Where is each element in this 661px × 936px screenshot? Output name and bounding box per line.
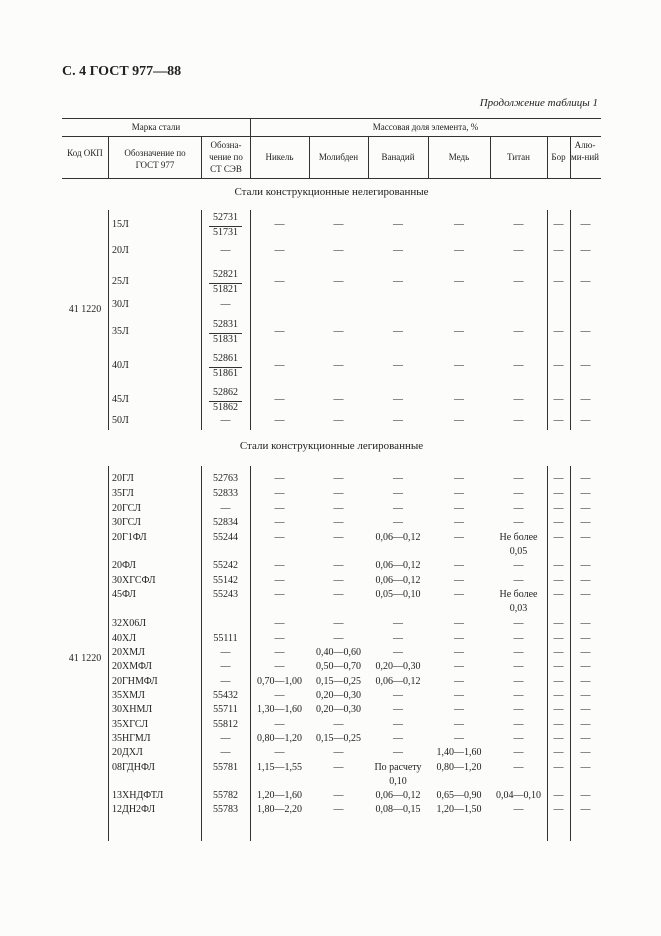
cell-b: — (553, 415, 564, 426)
cell-ti: — (513, 517, 524, 528)
cell-ti: — (513, 276, 524, 287)
cell-mo: — (333, 560, 344, 571)
cell-al: — (580, 647, 591, 658)
steel-grade: 25Л (112, 276, 129, 287)
cell-al: — (580, 618, 591, 629)
cell-mo: — (333, 589, 344, 600)
cell-v: — (393, 326, 403, 337)
header-molybden: Молибден (318, 152, 359, 162)
cell-v: — (393, 690, 403, 701)
cell-ni: 0,80—1,20 (257, 733, 302, 744)
cell-ni: 1,15—1,55 (257, 762, 302, 773)
cell-cu: — (454, 517, 464, 528)
section-title-nonalloy: Стали конструкционные нелегированные (234, 186, 429, 198)
cell-ni: — (274, 618, 285, 629)
cell-mo: — (333, 326, 344, 337)
cell-ti: — (513, 503, 524, 514)
page-header: С. 4 ГОСТ 977—88 (62, 64, 182, 79)
header-kod-okp: Код ОКП (67, 148, 103, 158)
cell-ni: — (274, 326, 285, 337)
steel-grade: 40ХЛ (112, 633, 137, 644)
cell-al: — (580, 360, 591, 371)
cell-ti: — (513, 415, 524, 426)
cell-ni: — (274, 245, 285, 256)
cell-ni: 1,20—1,60 (257, 790, 302, 801)
cell-ni: — (274, 747, 285, 758)
cell-b: — (553, 762, 564, 773)
steel-grade: 35Л (112, 326, 129, 337)
sev-designation: 55812 (213, 719, 238, 730)
cell-al: — (580, 690, 591, 701)
cell-v: 0,20—0,30 (375, 661, 421, 672)
cell-cu: — (454, 676, 464, 687)
cell-v: — (393, 719, 403, 730)
steel-grade: 15Л (112, 219, 129, 230)
cell-b: — (553, 245, 564, 256)
cell-v: — (393, 219, 403, 230)
cell-ti: — (513, 719, 524, 730)
sev-designation: 52821 (213, 269, 238, 280)
cell-v-continued: 0,10 (389, 776, 407, 787)
cell-mo: — (333, 276, 344, 287)
cell-al: — (580, 633, 591, 644)
cell-al: — (580, 532, 591, 543)
cell-ni: — (274, 517, 285, 528)
steel-grade: 20ХМФЛ (112, 661, 152, 672)
cell-ti: 0,04—0,10 (496, 790, 541, 801)
cell-v: — (393, 747, 403, 758)
sev-designation: 55782 (213, 790, 238, 801)
cell-ni: — (274, 473, 285, 484)
cell-ti: — (513, 690, 524, 701)
cell-ni: — (274, 575, 285, 586)
cell-cu: 1,40—1,60 (436, 747, 482, 758)
cell-v: — (393, 517, 403, 528)
cell-mo: — (333, 517, 344, 528)
cell-mo: 0,15—0,25 (316, 676, 361, 687)
cell-v: — (393, 733, 403, 744)
steel-grade: 30Л (112, 299, 129, 310)
cell-v: — (393, 633, 403, 644)
cell-ni: — (274, 661, 285, 672)
cell-al: — (580, 394, 591, 405)
cell-ni: — (274, 488, 285, 499)
header-titan: Титан (507, 152, 530, 162)
cell-al: — (580, 790, 591, 801)
cell-v: 0,05—0,10 (375, 589, 421, 600)
cell-mo: 0,20—0,30 (316, 704, 361, 715)
cell-ti: — (513, 661, 524, 672)
cell-v: 0,06—0,12 (375, 575, 421, 586)
cell-b: — (553, 517, 564, 528)
cell-cu: — (454, 219, 464, 230)
sev-designation: 52861 (213, 353, 238, 364)
cell-b: — (553, 633, 564, 644)
cell-mo: — (333, 219, 344, 230)
table-caption: Продолжение таблицы 1 (479, 97, 598, 109)
sev-designation-alt: 51862 (213, 402, 238, 413)
cell-al: — (580, 719, 591, 730)
steel-grade: 13ХНДФТЛ (112, 790, 164, 801)
sev-designation: 52831 (213, 319, 238, 330)
cell-al: — (580, 804, 591, 815)
sev-designation: 52834 (213, 517, 238, 528)
cell-v: — (393, 704, 403, 715)
cell-ni: — (274, 633, 285, 644)
cell-al: — (580, 575, 591, 586)
cell-b: — (553, 647, 564, 658)
header-nickel: Никель (265, 152, 294, 162)
cell-v: 0,06—0,12 (375, 532, 421, 543)
cell-cu: — (454, 690, 464, 701)
cell-ti: — (513, 326, 524, 337)
steel-grade: 20ГЛ (112, 473, 134, 484)
cell-cu: — (454, 719, 464, 730)
sev-designation: — (220, 733, 231, 744)
cell-cu: — (454, 394, 464, 405)
cell-b: — (553, 473, 564, 484)
cell-b: — (553, 360, 564, 371)
cell-ti: — (513, 676, 524, 687)
sev-designation: — (220, 661, 231, 672)
cell-al: — (580, 762, 591, 773)
cell-ti: — (513, 647, 524, 658)
sev-designation: 55711 (213, 704, 238, 715)
header-mass-group: Массовая доля элемента, % (372, 122, 479, 132)
cell-mo: 0,20—0,30 (316, 690, 361, 701)
table-top-rule (62, 118, 601, 119)
cell-b: — (553, 532, 564, 543)
header-med: Медь (448, 152, 470, 162)
cell-b: — (553, 575, 564, 586)
cell-cu: — (454, 575, 464, 586)
cell-ti-continued: 0,03 (509, 603, 528, 614)
sev-designation-alt: 51731 (213, 227, 238, 238)
cell-cu: — (454, 633, 464, 644)
cell-ti: — (513, 747, 524, 758)
cell-ti: — (513, 762, 524, 773)
steel-grade: 35ХГСЛ (112, 719, 149, 730)
cell-cu: — (454, 326, 464, 337)
cell-v: — (393, 415, 403, 426)
cell-cu: 0,65—0,90 (436, 790, 482, 801)
cell-mo: — (333, 633, 344, 644)
cell-mo: — (333, 532, 344, 543)
cell-b: — (553, 804, 564, 815)
cell-mo: — (333, 245, 344, 256)
cell-b: — (553, 790, 564, 801)
steel-grade: 20ГСЛ (112, 503, 141, 514)
cell-cu: — (454, 618, 464, 629)
cell-ni: — (274, 532, 285, 543)
cell-b: — (553, 704, 564, 715)
cell-ni: — (274, 690, 285, 701)
cell-al: — (580, 488, 591, 499)
cell-al: — (580, 747, 591, 758)
cell-ti: — (513, 804, 524, 815)
steel-grade: 20ХМЛ (112, 647, 145, 658)
cell-mo: — (333, 790, 344, 801)
cell-ti: Не более (499, 532, 538, 543)
cell-ni: 1,30—1,60 (257, 704, 302, 715)
cell-mo: — (333, 415, 344, 426)
cell-b: — (553, 618, 564, 629)
cell-b: — (553, 661, 564, 672)
cell-mo: — (333, 360, 344, 371)
steel-grade: 20Л (112, 245, 129, 256)
cell-ti: — (513, 488, 524, 499)
cell-mo: — (333, 488, 344, 499)
cell-cu: — (454, 532, 464, 543)
steel-grade: 20ДХЛ (112, 747, 143, 758)
cell-al: — (580, 661, 591, 672)
cell-al: — (580, 219, 591, 230)
cell-ni: — (274, 503, 285, 514)
cell-ni: — (274, 394, 285, 405)
cell-b: — (553, 326, 564, 337)
cell-b: — (553, 219, 564, 230)
cell-b: — (553, 719, 564, 730)
cell-al: — (580, 704, 591, 715)
cell-cu: — (454, 704, 464, 715)
cell-cu: — (454, 733, 464, 744)
steel-grade: 35ХМЛ (112, 690, 145, 701)
cell-ti: — (513, 245, 524, 256)
steel-grade: 45ФЛ (112, 589, 136, 600)
okp-code-section1: 41 1220 (68, 304, 102, 315)
cell-cu: — (454, 503, 464, 514)
cell-cu: 1,20—1,50 (436, 804, 482, 815)
cell-al: — (580, 415, 591, 426)
cell-al: — (580, 733, 591, 744)
cell-v: 0,08—0,15 (375, 804, 421, 815)
cell-al: — (580, 560, 591, 571)
sev-designation: — (220, 747, 231, 758)
cell-v: 0,06—0,12 (375, 560, 421, 571)
cell-ti: — (513, 704, 524, 715)
steel-grade: 35ГЛ (112, 488, 134, 499)
cell-al: — (580, 517, 591, 528)
cell-b: — (553, 276, 564, 287)
sev-designation: 52833 (213, 488, 238, 499)
steel-grade: 20ФЛ (112, 560, 136, 571)
cell-ti: — (513, 560, 524, 571)
sev-designation: — (220, 676, 231, 687)
cell-ti: — (513, 219, 524, 230)
steel-grade: 12ДН2ФЛ (112, 804, 155, 815)
cell-b: — (553, 560, 564, 571)
cell-mo: 0,50—0,70 (316, 661, 361, 672)
sev-designation-alt: 51861 (213, 368, 238, 379)
okp-code-section2: 41 1220 (68, 653, 102, 664)
cell-al: — (580, 473, 591, 484)
section-title-alloy: Стали конструкционные легированные (239, 440, 424, 452)
header-oboznachenie-sev: Обозна-чение по СТ СЭВ (209, 140, 243, 174)
sev-designation: 52731 (213, 212, 238, 223)
cell-v: — (393, 394, 403, 405)
cell-ti: — (513, 360, 524, 371)
cell-v: — (393, 488, 403, 499)
steel-grade: 20Г1ФЛ (112, 532, 147, 543)
steel-grade: 32Х06Л (112, 618, 147, 629)
cell-ni: — (274, 360, 285, 371)
cell-ni: 1,80—2,20 (257, 804, 302, 815)
sev-designation: 55781 (213, 762, 238, 773)
cell-ni: — (274, 219, 285, 230)
cell-al: — (580, 503, 591, 514)
cell-cu: — (454, 276, 464, 287)
cell-b: — (553, 503, 564, 514)
sev-designation: 55142 (213, 575, 238, 586)
cell-b: — (553, 589, 564, 600)
cell-ni: — (274, 560, 285, 571)
cell-v: — (393, 473, 403, 484)
body-vline (108, 466, 109, 841)
cell-ni: — (274, 647, 285, 658)
sev-designation: 55432 (213, 690, 238, 701)
cell-al: — (580, 276, 591, 287)
cell-v: — (393, 245, 403, 256)
cell-cu: 0,80—1,20 (436, 762, 482, 773)
header-bottom-rule (62, 178, 601, 179)
header-oboznachenie-gost: Обозначение по ГОСТ 977 (124, 148, 186, 170)
cell-mo: 0,15—0,25 (316, 733, 361, 744)
cell-ni: 0,70—1,00 (257, 676, 302, 687)
cell-b: — (553, 690, 564, 701)
cell-b: — (553, 676, 564, 687)
cell-v: 0,06—0,12 (375, 790, 421, 801)
cell-ti: Не более (499, 589, 538, 600)
header-vline (201, 136, 202, 178)
cell-ti: — (513, 394, 524, 405)
cell-ti-continued: 0,05 (509, 546, 528, 557)
cell-mo: — (333, 747, 344, 758)
cell-v: — (393, 503, 403, 514)
cell-mo: — (333, 804, 344, 815)
cell-mo: — (333, 575, 344, 586)
cell-v: — (393, 618, 403, 629)
cell-mo: — (333, 394, 344, 405)
cell-v: — (393, 276, 403, 287)
cell-mo: 0,40—0,60 (316, 647, 361, 658)
cell-ni: — (274, 719, 285, 730)
header-vanadiy: Ванадий (381, 152, 415, 162)
sev-designation: 52763 (213, 473, 238, 484)
cell-cu: — (454, 560, 464, 571)
sev-designation: — (220, 503, 231, 514)
cell-mo: — (333, 473, 344, 484)
cell-cu: — (454, 415, 464, 426)
body-vline (108, 210, 109, 430)
cell-cu: — (454, 488, 464, 499)
cell-b: — (553, 488, 564, 499)
cell-ti: — (513, 473, 524, 484)
cell-b: — (553, 733, 564, 744)
steel-grade: 50Л (112, 415, 129, 426)
steel-grade: 30ГСЛ (112, 517, 141, 528)
cell-mo: — (333, 503, 344, 514)
cell-al: — (580, 676, 591, 687)
cell-ti: — (513, 618, 524, 629)
header-vline (108, 136, 109, 178)
sev-designation-alt: 51821 (213, 284, 238, 295)
cell-mo: — (333, 762, 344, 773)
header-marka-group: Марка стали (131, 122, 181, 132)
cell-ni: — (274, 589, 285, 600)
steel-grade: 45Л (112, 394, 129, 405)
steel-grade: 40Л (112, 360, 129, 371)
cell-mo: — (333, 719, 344, 730)
cell-ti: — (513, 575, 524, 586)
sev-designation: 55242 (213, 560, 238, 571)
sev-designation: — (220, 415, 231, 426)
sev-designation: 55243 (213, 589, 238, 600)
steel-grade: 30ХГСФЛ (112, 575, 156, 586)
sev-designation-alt: 51831 (213, 334, 238, 345)
steel-grade: 35НГМЛ (112, 733, 151, 744)
sev-designation: — (220, 647, 231, 658)
sev-designation: — (220, 245, 231, 256)
cell-ti: — (513, 633, 524, 644)
cell-cu: — (454, 647, 464, 658)
cell-v: По расчету (374, 762, 422, 773)
cell-ni: — (274, 276, 285, 287)
header-bor: Бор (551, 152, 566, 162)
cell-mo: — (333, 618, 344, 629)
sev-designation: — (220, 299, 231, 310)
cell-b: — (553, 394, 564, 405)
cell-al: — (580, 326, 591, 337)
cell-cu: — (454, 245, 464, 256)
sev-designation: 55111 (213, 633, 238, 644)
cell-al: — (580, 245, 591, 256)
cell-cu: — (454, 661, 464, 672)
steel-grade: 08ГДНФЛ (112, 762, 155, 773)
header-alyuminiy: Алю-ми-ний (571, 140, 599, 162)
cell-cu: — (454, 589, 464, 600)
cell-b: — (553, 747, 564, 758)
cell-v: — (393, 360, 403, 371)
cell-cu: — (454, 473, 464, 484)
steel-grade: 20ГНМФЛ (112, 676, 158, 687)
cell-cu: — (454, 360, 464, 371)
sev-designation: 52862 (213, 387, 238, 398)
cell-ti: — (513, 733, 524, 744)
sev-designation: 55783 (213, 804, 238, 815)
cell-al: — (580, 589, 591, 600)
steel-grade: 30ХНМЛ (112, 704, 153, 715)
cell-v: 0,06—0,12 (375, 676, 421, 687)
header-group-rule (250, 136, 601, 137)
sev-designation: 55244 (213, 532, 238, 543)
cell-v: — (393, 647, 403, 658)
header-group-rule-left (62, 136, 250, 137)
cell-ni: — (274, 415, 285, 426)
